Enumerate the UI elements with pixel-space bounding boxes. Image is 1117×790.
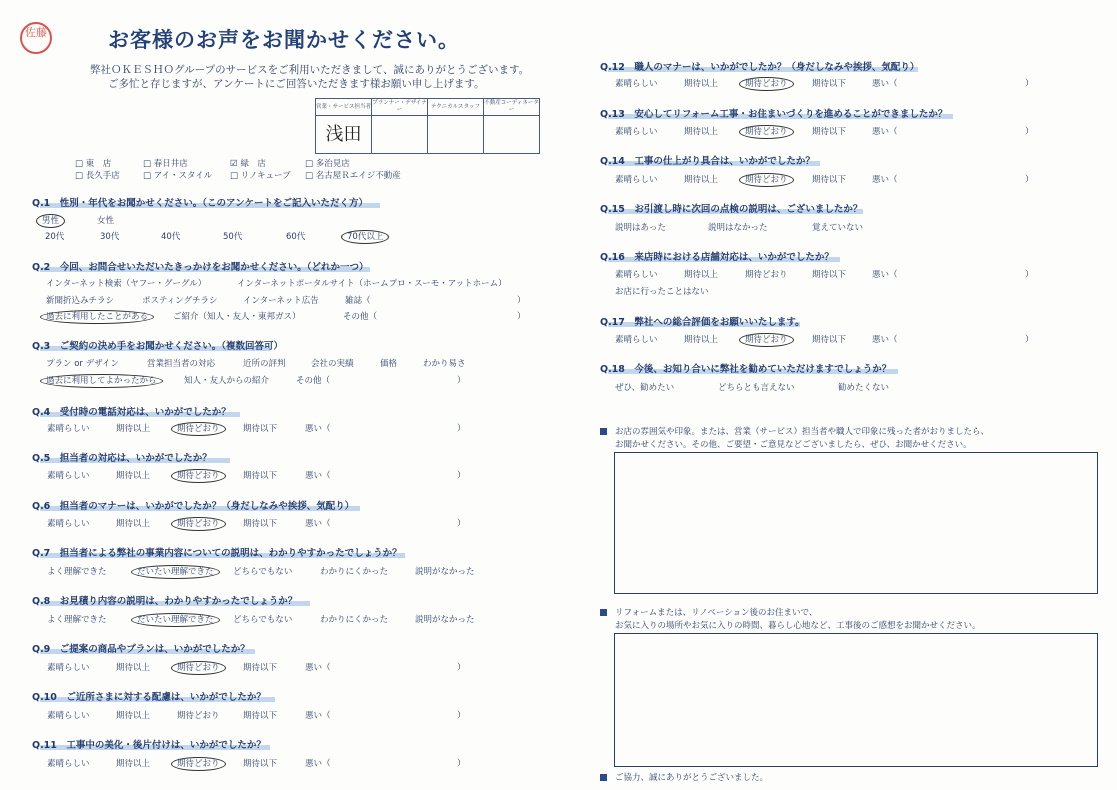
q11-excellent[interactable]: 素晴らしい — [47, 759, 90, 769]
q10-above[interactable]: 期待以上 — [116, 711, 151, 721]
q6-excellent[interactable]: 素晴らしい — [47, 519, 90, 529]
q11-label: Q.11 工事中の美化・後片付けは、いかがでしたか？ — [32, 740, 266, 751]
page-title: お客様のお声をお聞かせください。 — [108, 28, 460, 52]
q2-used-before[interactable]: 過去に利用したことがある — [46, 310, 154, 322]
q14-excellent[interactable]: 素晴らしい — [615, 175, 658, 185]
q7-no-explanation[interactable]: 説明がなかった — [415, 567, 475, 577]
q16-close: ） — [1025, 270, 1034, 280]
q8-well-understood[interactable]: よく理解できた — [47, 615, 107, 625]
q6-label: Q.6 担当者のマナーは、いかがでしたか？（身だしなみや挨拶、気配り） — [32, 501, 355, 512]
q3-other[interactable]: その他（ — [296, 376, 331, 386]
staff-value-tech[interactable] — [428, 116, 484, 154]
q3-good-past-experience[interactable]: 過去に利用してよかったから — [46, 374, 163, 386]
staff-header-sales: 営業・サービス担当者 — [316, 99, 372, 116]
q17-excellent[interactable]: 素晴らしい — [615, 335, 658, 345]
q10-label: Q.10 ご近所さまに対する配慮は、いかがでしたか？ — [32, 692, 266, 703]
comment-1-heading: お店の雰囲気や印象。または、営業（サービス）担当者や職人で印象に残った者がおりましたら、 — [600, 425, 989, 437]
q13-close: ） — [1025, 127, 1034, 137]
q2-newspaper-flyer[interactable]: 新聞折込みチラシ — [46, 296, 115, 306]
q8-label: Q.8 お見積り内容の説明は、わかりやすかったでしょうか？ — [32, 596, 298, 607]
store-higashi[interactable]: □ 東 店 — [75, 159, 112, 169]
staff-value-sales[interactable]: 浅田 — [316, 116, 372, 154]
q3-reputation[interactable]: 近所の評判 — [243, 359, 286, 369]
q13-label: Q.13 安心してリフォーム工事・お住まいづくりを進めることができましたか？ — [600, 109, 948, 120]
staff-value-realestate[interactable] — [484, 116, 540, 154]
comment-2-box[interactable] — [614, 633, 1098, 767]
q17-above[interactable]: 期待以上 — [684, 335, 719, 345]
q4-excellent[interactable]: 素晴らしい — [47, 424, 90, 434]
store-midori[interactable]: ☑ 緑 店 — [230, 159, 266, 169]
q10-bad[interactable]: 悪い（ — [305, 711, 331, 721]
q11-as-expected[interactable]: 期待どおり — [177, 757, 226, 769]
square-bullet-icon — [600, 428, 607, 435]
q3-referral[interactable]: 知人・友人からの紹介 — [184, 376, 270, 386]
q17-as-expected[interactable]: 期待どおり — [745, 333, 794, 345]
q3-label: Q.3 ご契約の決め手をお聞かせください。（複数回答可） — [32, 341, 284, 352]
comment-1-box[interactable] — [614, 452, 1098, 594]
q6-below[interactable]: 期待以下 — [243, 519, 278, 529]
q15-explained[interactable]: 説明はあった — [615, 223, 666, 233]
q1-60s[interactable]: 60代 — [286, 232, 306, 242]
seal-stamp: 佐藤 — [20, 22, 52, 54]
store-kasugai[interactable]: □ 春日井店 — [143, 159, 188, 169]
q11-above[interactable]: 期待以上 — [116, 759, 151, 769]
q17-label: Q.17 弊社への総合評価をお願いいたします。 — [600, 317, 805, 328]
q9-above[interactable]: 期待以上 — [116, 663, 151, 673]
q13-above[interactable]: 期待以上 — [684, 127, 719, 137]
q16-as-expected[interactable]: 期待どおり — [745, 270, 788, 280]
q15-not-explained[interactable]: 説明はなかった — [708, 223, 768, 233]
staff-value-planner[interactable] — [372, 116, 428, 154]
q17-close: ） — [1025, 335, 1034, 345]
q16-above[interactable]: 期待以上 — [684, 270, 719, 280]
q1-30s[interactable]: 30代 — [100, 232, 120, 242]
q16-below[interactable]: 期待以下 — [812, 270, 847, 280]
q10-close: ） — [457, 711, 466, 721]
q6-as-expected[interactable]: 期待どおり — [177, 517, 226, 529]
q11-below[interactable]: 期待以下 — [243, 759, 278, 769]
q6-bad[interactable]: 悪い（ — [305, 519, 331, 529]
q17-bad[interactable]: 悪い（ — [872, 335, 898, 345]
q2-magazine-close: ） — [517, 296, 526, 306]
staff-table — [315, 98, 540, 154]
intro-line-1: 弊社ＯＫＥＳＨＯグループのサービスをご利用いただきまして、誠にありがとうございます。 — [90, 64, 530, 76]
q4-above[interactable]: 期待以上 — [116, 424, 151, 434]
q1-label: Q.1 性別・年代をお聞かせください。（このアンケートをご記入いただく方） — [32, 198, 368, 209]
q12-label: Q.12 職人のマナーは、いかがでしたか？（身だしなみや挨拶、気配り） — [600, 62, 920, 73]
q4-below[interactable]: 期待以下 — [243, 424, 278, 434]
store-nagoya-r-age[interactable]: □ 名古屋Ｒエイジ不動産 — [305, 171, 401, 181]
staff-header-planner: プランナー・デザイナー — [372, 99, 428, 116]
q12-below[interactable]: 期待以下 — [812, 79, 847, 89]
q4-bad[interactable]: 悪い（ — [305, 424, 331, 434]
q14-close: ） — [1025, 175, 1034, 185]
q5-close: ） — [457, 471, 466, 481]
square-bullet-icon — [600, 774, 607, 781]
q3-plan-design[interactable]: プラン or デザイン — [46, 359, 120, 369]
q1-70s-plus[interactable]: 70代以上 — [347, 230, 389, 242]
q2-label: Q.2 今回、お問合せいただいたきっかけをお聞かせください。（どれか一つ） — [32, 262, 369, 273]
q12-excellent[interactable]: 素晴らしい — [615, 79, 658, 89]
q5-below[interactable]: 期待以下 — [243, 471, 278, 481]
q15-dont-remember[interactable]: 覚えていない — [812, 223, 864, 233]
q12-close: ） — [1025, 79, 1034, 89]
comment-1-heading-2: お聞かせください。その他、ご要望・ご意見などございましたら、ぜひ、お聞かせください。 — [615, 440, 972, 450]
q3-other-close: ） — [457, 376, 466, 386]
q9-below[interactable]: 期待以下 — [243, 663, 278, 673]
q14-as-expected[interactable]: 期待どおり — [745, 173, 794, 185]
q4-as-expected[interactable]: 期待どおり — [177, 422, 226, 434]
store-tajimi[interactable]: □ 多治見店 — [305, 159, 350, 169]
q2-posting-flyer[interactable]: ポスティングチラシ — [142, 296, 218, 306]
q10-excellent[interactable]: 素晴らしい — [47, 711, 90, 721]
q1-male[interactable]: 男性 — [42, 214, 65, 226]
q7-well-understood[interactable]: よく理解できた — [47, 567, 107, 577]
staff-header-realestate: 不動産コーディネーター — [484, 99, 540, 116]
q8-mostly-understood[interactable]: だいたい理解できた — [137, 613, 220, 625]
q1-50s[interactable]: 50代 — [223, 232, 243, 242]
thanks-line: ご協力、誠にありがとうございました。 — [600, 771, 768, 783]
q9-close: ） — [457, 663, 466, 673]
q2-other-close: ） — [517, 312, 526, 322]
q10-below[interactable]: 期待以下 — [243, 711, 278, 721]
q9-label: Q.9 ご提案の商品やプランは、いかがでしたか？ — [32, 644, 250, 655]
q2-referral[interactable]: ご紹介（知人・友人・東邦ガス） — [173, 312, 301, 322]
q12-bad[interactable]: 悪い（ — [872, 79, 898, 89]
q15-label: Q.15 お引渡し時に次回の点検の説明は、ございましたか？ — [600, 204, 863, 215]
q6-close: ） — [457, 519, 466, 529]
q11-close: ） — [457, 759, 466, 769]
q6-above[interactable]: 期待以上 — [116, 519, 151, 529]
q8-hard[interactable]: わかりにくかった — [320, 615, 389, 625]
q12-as-expected[interactable]: 期待どおり — [745, 77, 794, 89]
q7-label: Q.7 担当者による弊社の事業内容についての説明は、わかりやすかったでしょうか？ — [32, 548, 402, 559]
store-nagakute[interactable]: □ 長久手店 — [75, 171, 120, 181]
q5-label: Q.5 担当者の対応は、いかがでしたか？ — [32, 453, 212, 464]
store-renocube[interactable]: □ リノキューブ — [230, 171, 291, 181]
q8-neutral[interactable]: どちらでもない — [233, 615, 293, 625]
q18-label: Q.18 今後、お知り合いに弊社を勧めていただけますでしょうか？ — [600, 364, 892, 375]
q14-label: Q.14 工事の仕上がり具合は、いかがでしたか？ — [600, 156, 815, 167]
q16-bad[interactable]: 悪い（ — [872, 270, 898, 280]
q2-portal-site[interactable]: インターネットポータルサイト（ホームプロ・スーモ・アットホーム） — [237, 279, 507, 289]
q16-excellent[interactable]: 素晴らしい — [615, 270, 658, 280]
q9-as-expected[interactable]: 期待どおり — [177, 661, 226, 673]
q4-close: ） — [457, 424, 466, 434]
q9-excellent[interactable]: 素晴らしい — [47, 663, 90, 673]
q4-label: Q.4 受付時の電話対応は、いかがでしたか？ — [32, 407, 231, 418]
q13-excellent[interactable]: 素晴らしい — [615, 127, 658, 137]
q16-never-visited[interactable]: お店に行ったことはない — [615, 287, 709, 297]
q3-sales-response[interactable]: 営業担当者の対応 — [147, 359, 216, 369]
q7-neutral[interactable]: どちらでもない — [233, 567, 293, 577]
store-i-style[interactable]: □ アイ・スタイル — [143, 171, 213, 181]
q5-above[interactable]: 期待以上 — [116, 471, 151, 481]
q13-below[interactable]: 期待以下 — [812, 127, 847, 137]
q17-below[interactable]: 期待以下 — [812, 335, 847, 345]
q2-internet-search[interactable]: インターネット検索（ヤフー・グーグル） — [46, 279, 207, 289]
square-bullet-icon — [600, 609, 607, 616]
comment-2-heading-2: お気に入りの場所やお気に入りの時間、暮らし心地など、工事後のご感想をお聞かせください。 — [615, 621, 981, 631]
q14-below[interactable]: 期待以下 — [812, 175, 847, 185]
q11-bad[interactable]: 悪い（ — [305, 759, 331, 769]
q12-above[interactable]: 期待以上 — [684, 79, 719, 89]
q5-excellent[interactable]: 素晴らしい — [47, 471, 90, 481]
q13-as-expected[interactable]: 期待どおり — [745, 125, 794, 137]
q3-price[interactable]: 価格 — [380, 359, 398, 369]
q1-female[interactable]: 女性 — [97, 216, 115, 226]
q1-40s[interactable]: 40代 — [161, 232, 181, 242]
q16-label: Q.16 来店時における店舗対応は、いかがでしたか？ — [600, 252, 834, 263]
q13-bad[interactable]: 悪い（ — [872, 127, 898, 137]
q1-20s[interactable]: 20代 — [45, 232, 65, 242]
q3-track-record[interactable]: 会社の実績 — [311, 359, 354, 369]
q5-as-expected[interactable]: 期待どおり — [177, 469, 226, 481]
staff-header-tech: テクニカルスタッフ — [428, 99, 484, 116]
q18-not-recommend[interactable]: 勧めたくない — [838, 383, 890, 393]
q3-clarity[interactable]: わかり易さ — [423, 359, 466, 369]
q5-bad[interactable]: 悪い（ — [305, 471, 331, 481]
q14-bad[interactable]: 悪い（ — [872, 175, 898, 185]
comment-2-heading: リフォームまたは、リノベーション後のお住まいで、 — [600, 606, 817, 618]
q7-mostly-understood[interactable]: だいたい理解できた — [137, 565, 220, 577]
q9-bad[interactable]: 悪い（ — [305, 663, 331, 673]
q18-recommend[interactable]: ぜひ、勧めたい — [615, 383, 675, 393]
q2-internet-ad[interactable]: インターネット広告 — [243, 296, 319, 306]
q18-neutral[interactable]: どちらとも言えない — [718, 383, 795, 393]
q2-magazine[interactable]: 雑誌（ — [345, 296, 371, 306]
q7-hard[interactable]: わかりにくかった — [320, 567, 389, 577]
q10-as-expected[interactable]: 期待どおり — [177, 711, 220, 721]
q8-no-explanation[interactable]: 説明がなかった — [415, 615, 475, 625]
intro-line-2: ご多忙と存じますが、アンケートにご回答いただきます様お願い申し上げます。 — [108, 78, 485, 90]
q2-other[interactable]: その他（ — [343, 312, 378, 322]
q14-above[interactable]: 期待以上 — [684, 175, 719, 185]
